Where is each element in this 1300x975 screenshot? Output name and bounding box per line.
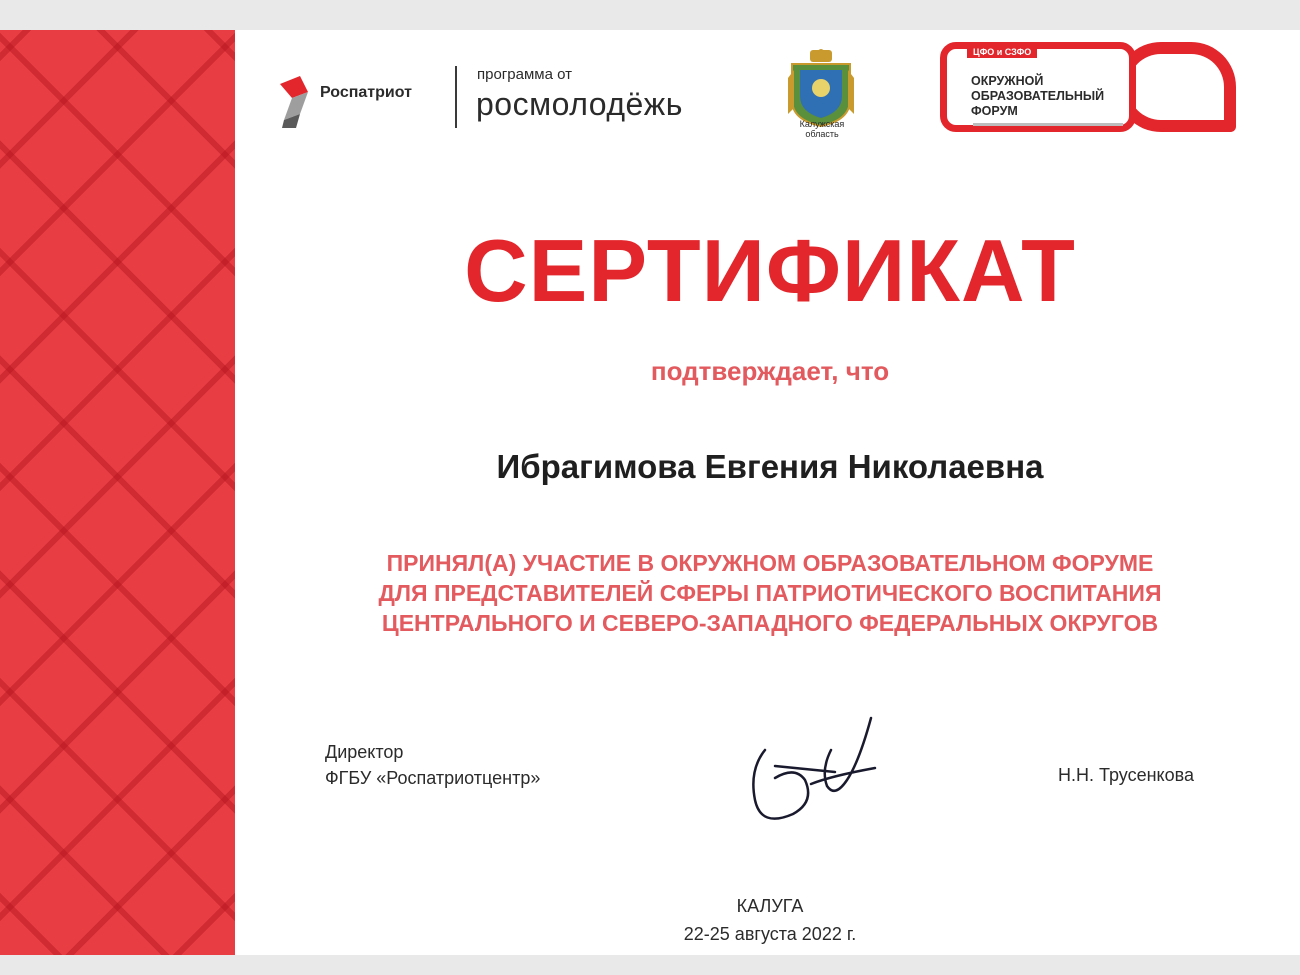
city: КАЛУГА	[736, 896, 804, 916]
certificate-title: СЕРТИФИКАТ	[464, 221, 1076, 320]
forum-tag: ЦФО и СЗФО	[967, 46, 1037, 58]
region-label: Калужская область	[799, 119, 845, 139]
signature-icon	[735, 710, 885, 830]
logo-divider	[455, 66, 457, 128]
director-position: Директор ФГБУ «Роспатриотцентр»	[325, 742, 541, 788]
participation-line: ПРИНЯЛ(А) УЧАСТИЕ В ОКРУЖНОМ ОБРАЗОВАТЕЛЬНОМ ФОРУМЕ	[386, 550, 1154, 576]
rosmolodezh-wordmark: росмолодёжь	[476, 86, 683, 122]
recipient-name: Ибрагимова Евгения Николаевна	[496, 448, 1044, 485]
program-of-label: программа от	[477, 66, 572, 83]
certificate-page	[0, 30, 1300, 955]
event-dates: 22-25 августа 2022 г.	[683, 924, 857, 944]
confirms-text: подтверждает, что	[650, 356, 890, 386]
participation-text	[300, 548, 1240, 638]
signer-name: Н.Н. Трусенкова	[1058, 765, 1195, 785]
rospatriot-ribbon-icon	[278, 74, 312, 130]
forum-title: ОКРУЖНОЙ ОБРАЗОВАТЕЛЬНЫЙ ФОРУМ	[971, 74, 1105, 118]
participation-line: ДЛЯ ПРЕДСТАВИТЕЛЕЙ СФЕРЫ ПАТРИОТИЧЕСКОГО ВОСПИТАНИЯ	[378, 580, 1162, 606]
forum-small-print	[973, 123, 1123, 126]
forum-logo	[940, 42, 1240, 138]
rospatriot-name: Роспатриот	[320, 84, 412, 101]
participation-line: ЦЕНТРАЛЬНОГО И СЕВЕРО-ЗАПАДНОГО ФЕДЕРАЛЬНЫХ ОКРУГОВ	[381, 610, 1159, 636]
rospatriot-logo	[278, 68, 448, 128]
forum-logo-box	[940, 42, 1136, 132]
ornament-panel	[0, 30, 235, 955]
